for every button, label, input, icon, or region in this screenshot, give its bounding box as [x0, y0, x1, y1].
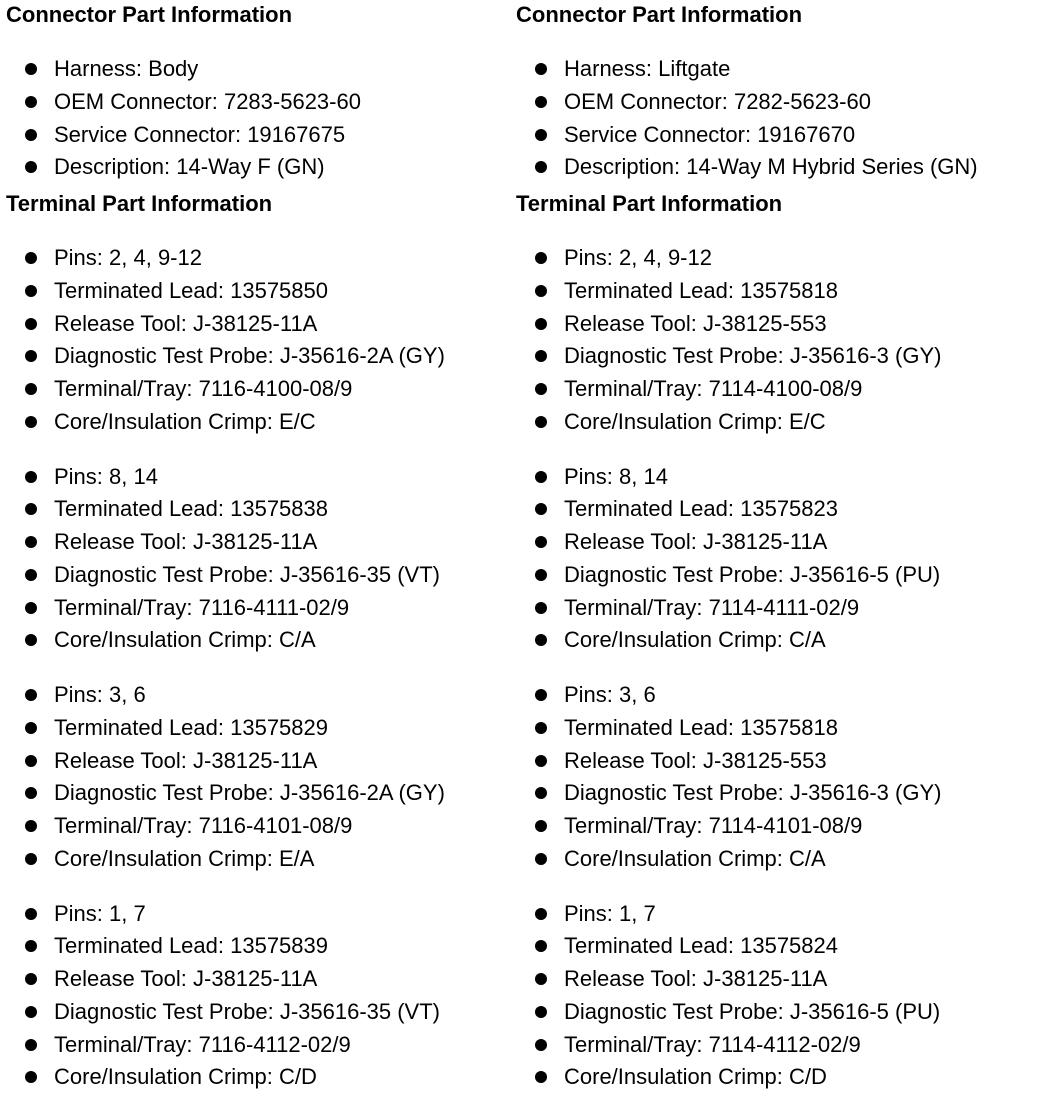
bullet-icon: [535, 940, 547, 952]
list-item: Release Tool: J-38125-11A: [6, 308, 511, 341]
list-item: Release Tool: J-38125-11A: [6, 526, 511, 559]
list-item: Core/Insulation Crimp: C/A: [516, 843, 1051, 876]
list-item: Description: 14-Way M Hybrid Series (GN): [516, 151, 1051, 184]
list-item: Pins: 8, 14: [6, 461, 511, 494]
bullet-icon: [25, 820, 37, 832]
bullet-icon: [25, 569, 37, 581]
bullet-icon: [25, 503, 37, 515]
bullet-icon: [535, 755, 547, 767]
list-item: Diagnostic Test Probe: J-35616-35 (VT): [6, 559, 511, 592]
list-item: Pins: 2, 4, 9-12: [6, 242, 511, 275]
terminal-group: [6, 679, 511, 876]
list-item: Terminated Lead: 13575839: [6, 930, 511, 963]
bullet-icon: [535, 161, 547, 173]
bullet-icon: [25, 973, 37, 985]
list-item: Pins: 1, 7: [6, 898, 511, 931]
list-item: OEM Connector: 7283-5623-60: [6, 86, 511, 119]
bullet-icon: [25, 1006, 37, 1018]
list-item: Release Tool: J-38125-11A: [516, 963, 1051, 996]
list-item: Core/Insulation Crimp: C/D: [6, 1061, 511, 1094]
list-item: Core/Insulation Crimp: C/D: [516, 1061, 1051, 1094]
bullet-icon: [535, 853, 547, 865]
list-item: Terminated Lead: 13575818: [516, 275, 1051, 308]
bullet-icon: [535, 350, 547, 362]
bullet-icon: [535, 634, 547, 646]
list-item: Terminated Lead: 13575823: [516, 493, 1051, 526]
list-item: Release Tool: J-38125-11A: [516, 526, 1051, 559]
list-item: OEM Connector: 7282-5623-60: [516, 86, 1051, 119]
terminal-group: [6, 898, 511, 1095]
bullet-icon: [25, 471, 37, 483]
bullet-icon: [535, 252, 547, 264]
terminal-group: [516, 242, 1051, 439]
bullet-icon: [535, 285, 547, 297]
bullet-icon: [25, 1039, 37, 1051]
bullet-icon: [25, 755, 37, 767]
list-item: Release Tool: J-38125-553: [516, 308, 1051, 341]
bullet-icon: [25, 853, 37, 865]
bullet-icon: [25, 129, 37, 141]
terminal-group: [6, 242, 511, 439]
list-item: Diagnostic Test Probe: J-35616-35 (VT): [6, 996, 511, 1029]
list-item: Core/Insulation Crimp: E/C: [6, 406, 511, 439]
terminal-group: [516, 461, 1051, 658]
bullet-icon: [25, 161, 37, 173]
terminal-group: [516, 679, 1051, 876]
list-item: Terminated Lead: 13575829: [6, 712, 511, 745]
bullet-icon: [25, 63, 37, 75]
list-item: Service Connector: 19167675: [6, 119, 511, 152]
list-item: Core/Insulation Crimp: E/C: [516, 406, 1051, 439]
list-item: Pins: 8, 14: [516, 461, 1051, 494]
connector-heading: Connector Part Information: [516, 2, 803, 27]
list-item: Release Tool: J-38125-11A: [6, 745, 511, 778]
list-item: Terminal/Tray: 7114-4100-08/9: [516, 373, 1051, 406]
bullet-icon: [535, 318, 547, 330]
bullet-icon: [25, 350, 37, 362]
bullet-icon: [25, 285, 37, 297]
bullet-icon: [535, 96, 547, 108]
list-item: Pins: 3, 6: [516, 679, 1051, 712]
bullet-icon: [535, 1071, 547, 1083]
bullet-icon: [25, 252, 37, 264]
list-item: Terminated Lead: 13575850: [6, 275, 511, 308]
list-item: Terminal/Tray: 7116-4100-08/9: [6, 373, 511, 406]
terminal-group: [516, 898, 1051, 1095]
bullet-icon: [25, 908, 37, 920]
connector-info-list: [6, 53, 511, 184]
list-item: Terminated Lead: 13575818: [516, 712, 1051, 745]
list-item: Harness: Liftgate: [516, 53, 1051, 86]
list-item: Harness: Body: [6, 53, 511, 86]
bullet-icon: [25, 416, 37, 428]
list-item: Terminal/Tray: 7116-4112-02/9: [6, 1029, 511, 1062]
list-item: Diagnostic Test Probe: J-35616-2A (GY): [6, 777, 511, 810]
list-item: Terminal/Tray: 7114-4111-02/9: [516, 592, 1051, 625]
list-item: Terminal/Tray: 7116-4111-02/9: [6, 592, 511, 625]
bullet-icon: [25, 689, 37, 701]
list-item: Core/Insulation Crimp: C/A: [6, 624, 511, 657]
list-item: Terminated Lead: 13575838: [6, 493, 511, 526]
connector-info-list: [516, 53, 1051, 184]
list-item: Diagnostic Test Probe: J-35616-3 (GY): [516, 777, 1051, 810]
list-item: Release Tool: J-38125-553: [516, 745, 1051, 778]
list-item: Diagnostic Test Probe: J-35616-5 (PU): [516, 559, 1051, 592]
list-item: Pins: 3, 6: [6, 679, 511, 712]
terminal-group: [6, 461, 511, 658]
bullet-icon: [25, 602, 37, 614]
connector-heading: Connector Part Information: [6, 2, 293, 27]
bullet-icon: [25, 536, 37, 548]
bullet-icon: [25, 722, 37, 734]
bullet-icon: [535, 908, 547, 920]
bullet-icon: [25, 96, 37, 108]
list-item: Pins: 1, 7: [516, 898, 1051, 931]
bullet-icon: [535, 1039, 547, 1051]
bullet-icon: [535, 787, 547, 799]
bullet-icon: [535, 973, 547, 985]
bullet-icon: [535, 689, 547, 701]
list-item: Terminal/Tray: 7114-4112-02/9: [516, 1029, 1051, 1062]
bullet-icon: [25, 383, 37, 395]
list-item: Diagnostic Test Probe: J-35616-5 (PU): [516, 996, 1051, 1029]
bullet-icon: [25, 1071, 37, 1083]
list-item: Core/Insulation Crimp: E/A: [6, 843, 511, 876]
bullet-icon: [25, 318, 37, 330]
bullet-icon: [25, 634, 37, 646]
list-item: Service Connector: 19167670: [516, 119, 1051, 152]
bullet-icon: [535, 820, 547, 832]
bullet-icon: [535, 569, 547, 581]
bullet-icon: [535, 416, 547, 428]
list-item: Diagnostic Test Probe: J-35616-2A (GY): [6, 340, 511, 373]
list-item: Description: 14-Way F (GN): [6, 151, 511, 184]
list-item: Diagnostic Test Probe: J-35616-3 (GY): [516, 340, 1051, 373]
bullet-icon: [25, 940, 37, 952]
list-item: Terminal/Tray: 7114-4101-08/9: [516, 810, 1051, 843]
bullet-icon: [535, 602, 547, 614]
right-column: [516, 0, 1051, 1094]
bullet-icon: [25, 787, 37, 799]
bullet-icon: [535, 536, 547, 548]
bullet-icon: [535, 503, 547, 515]
list-item: Release Tool: J-38125-11A: [6, 963, 511, 996]
terminal-heading: Terminal Part Information: [6, 191, 273, 216]
bullet-icon: [535, 1006, 547, 1018]
left-column: [6, 0, 511, 1094]
terminal-heading: Terminal Part Information: [516, 191, 783, 216]
bullet-icon: [535, 722, 547, 734]
list-item: Pins: 2, 4, 9-12: [516, 242, 1051, 275]
list-item: Core/Insulation Crimp: C/A: [516, 624, 1051, 657]
list-item: Terminated Lead: 13575824: [516, 930, 1051, 963]
bullet-icon: [535, 383, 547, 395]
bullet-icon: [535, 471, 547, 483]
list-item: Terminal/Tray: 7116-4101-08/9: [6, 810, 511, 843]
bullet-icon: [535, 63, 547, 75]
bullet-icon: [535, 129, 547, 141]
